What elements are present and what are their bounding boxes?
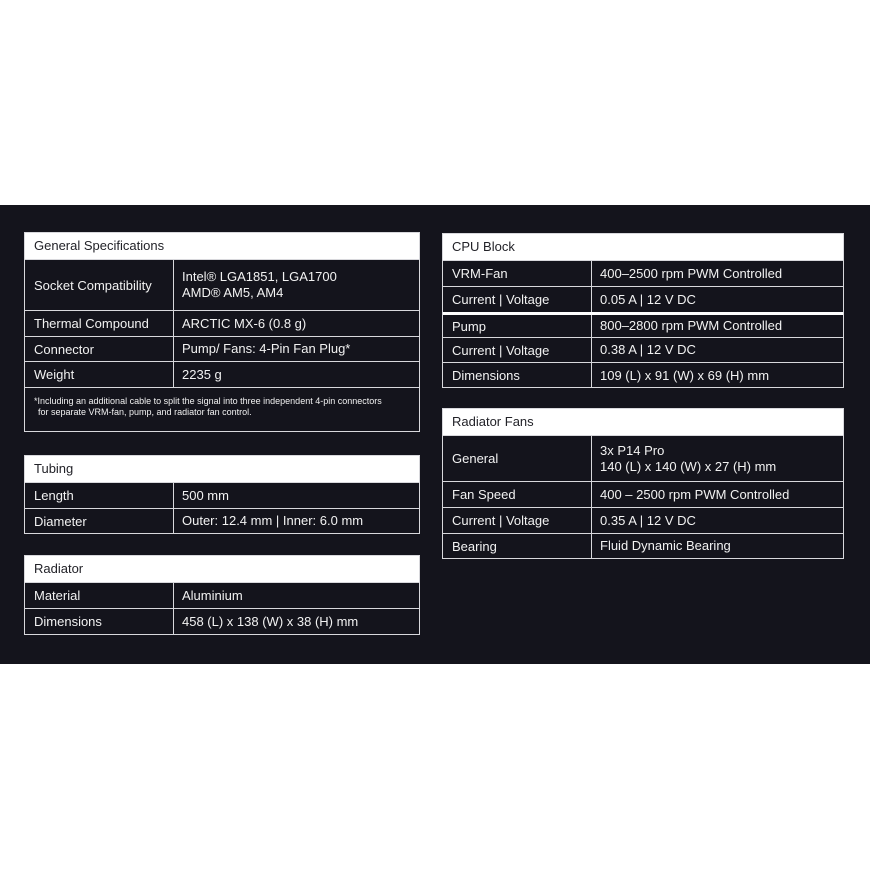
table-row <box>25 310 419 336</box>
table-row <box>443 435 843 481</box>
table-title: Radiator Fans <box>443 409 843 435</box>
cpu-block-table <box>442 233 844 388</box>
table-row <box>25 482 419 508</box>
general-specifications-table <box>24 232 420 432</box>
radiator-fans-table <box>442 408 844 559</box>
table-row <box>25 336 419 361</box>
row-label: Diameter <box>25 509 174 533</box>
table-title: Radiator <box>25 556 419 582</box>
row-value <box>174 269 337 301</box>
table-row <box>25 259 419 310</box>
row-value-line: AMD® AM5, AM4 <box>182 285 284 300</box>
table-row <box>443 362 843 388</box>
row-value: 400 – 2500 rpm PWM Controlled <box>600 486 790 502</box>
row-value: 458 (L) x 138 (W) x 38 (H) mm <box>182 613 359 629</box>
row-value: Fluid Dynamic Bearing <box>600 538 731 553</box>
row-value-line: Intel® LGA1851, LGA1700 <box>182 269 337 284</box>
row-value: ARCTIC MX-6 (0.8 g) <box>182 315 307 331</box>
table-row <box>443 337 843 362</box>
row-value: 0.38 A | 12 V DC <box>600 342 696 357</box>
table-row <box>443 481 843 507</box>
table-row <box>443 260 843 286</box>
row-value-line: 3x P14 Pro <box>600 442 665 458</box>
tubing-table <box>24 455 420 534</box>
table-title: Tubing <box>25 456 419 482</box>
row-label: Material <box>25 583 174 608</box>
row-value <box>592 443 776 475</box>
row-value: Aluminium <box>182 587 243 603</box>
table-row <box>443 507 843 533</box>
row-label: Connector <box>25 337 174 361</box>
table-row <box>443 286 843 312</box>
row-label: Fan Speed <box>443 482 592 507</box>
footnote <box>25 387 419 431</box>
row-label: Thermal Compound <box>25 311 174 336</box>
table-row <box>25 508 419 533</box>
row-label: Dimensions <box>443 363 592 388</box>
row-label: Pump <box>443 315 592 337</box>
table-row <box>25 608 419 634</box>
row-label: Weight <box>25 362 174 387</box>
row-label: Socket Compatibility <box>25 260 174 310</box>
row-label: Current | Voltage <box>443 508 592 533</box>
spec-panel <box>0 205 870 664</box>
table-row <box>25 361 419 387</box>
table-row <box>443 312 843 337</box>
row-label: Current | Voltage <box>443 338 592 362</box>
row-value: Pump/ Fans: 4-Pin Fan Plug* <box>182 341 351 356</box>
table-row <box>25 582 419 608</box>
footnote-line: *Including an additional cable to split the signal into three independent 4-pin connectors <box>34 396 382 406</box>
row-label: VRM-Fan <box>443 261 592 286</box>
row-label: General <box>443 436 592 481</box>
row-value: 500 mm <box>182 487 229 503</box>
row-label: Length <box>25 483 174 508</box>
row-value: 800–2800 rpm PWM Controlled <box>600 318 783 333</box>
row-value: 2235 g <box>182 366 222 382</box>
row-label: Dimensions <box>25 609 174 634</box>
row-label: Bearing <box>443 534 592 558</box>
table-title: General Specifications <box>25 233 419 259</box>
row-value: Outer: 12.4 mm | Inner: 6.0 mm <box>182 513 364 528</box>
table-title: CPU Block <box>443 234 843 260</box>
row-label: Current | Voltage <box>443 287 592 312</box>
row-value: 400–2500 rpm PWM Controlled <box>600 265 783 281</box>
row-value: 0.05 A | 12 V DC <box>600 291 696 307</box>
row-value: 109 (L) x 91 (W) x 69 (H) mm <box>600 367 770 383</box>
radiator-table <box>24 555 420 635</box>
row-value-line: 140 (L) x 140 (W) x 27 (H) mm <box>600 458 777 474</box>
table-row <box>443 533 843 558</box>
row-value: 0.35 A | 12 V DC <box>600 512 696 528</box>
footnote-line: for separate VRM-fan, pump, and radiator fan control. <box>38 407 252 417</box>
